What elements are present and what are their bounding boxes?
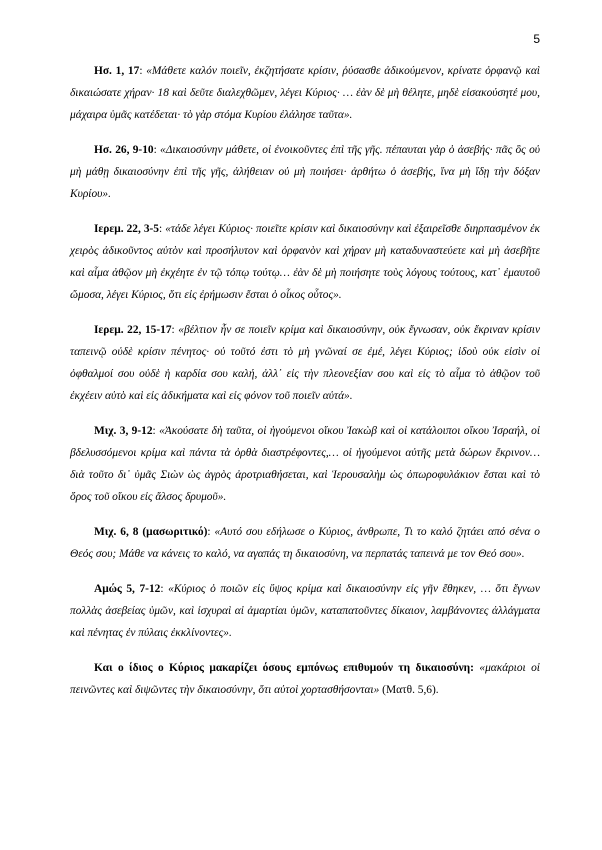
reference-separator: : (159, 223, 166, 235)
scripture-quote: «μακάριοι οἱ πεινῶντες καὶ διψῶντες τὴν δικαιοσύνην, ὅτι αὐτοὶ χορτασθήσονται» (70, 662, 540, 696)
scripture-quote: «Ἀκούσατε δὴ ταῦτα, οἱ ἡγούμενοι οἴκου Ἰακὼβ καὶ οἱ κατάλοιποι οἴκου Ἰσραήλ, οἱ βδελυσσόμενοι κρίμα καὶ πάντα τὰ ὀρθὰ διαστρέφοντες,… οἱ ἡγούμενοι αὐτῆς μετὰ δώρων ἔκρινον… διὰ τοῦτο δι᾿ ὑμᾶς Σιὼν ὡς ἀγρὸς ἀροτριαθήσεται, καὶ Ἱερουσαλὴμ ὡς ὀπωροφυλάκιον ἔσται καὶ τὸ ὄρος τοῦ οἴκου εἰς ἄλσος δρυμοῦ». (70, 425, 540, 503)
reference-separator: : (470, 662, 480, 674)
reference-separator: : (152, 425, 160, 437)
paragraph-micah-3-9-12 (70, 420, 540, 508)
scripture-reference: Μιχ. 6, 8 (μασωριτικό) (94, 526, 208, 538)
scripture-reference: Μιχ. 3, 9-12 (94, 425, 153, 437)
paragraph-isaiah-26-9-10 (70, 139, 540, 205)
scripture-reference: Ιερεμ. 22, 3-5 (94, 223, 160, 235)
scripture-reference: Ησ. 1, 17 (94, 65, 140, 77)
reference-separator: : (139, 65, 147, 77)
reference-separator: : (207, 526, 215, 538)
reference-separator: : (171, 324, 179, 336)
scripture-quote: «Κύριος ὁ ποιῶν εἰς ὕψος κρίμα καὶ δικαιοσύνην εἰς γῆν ἔθηκεν, … ὅτι ἔγνων πολλὰς ἀσεβείας ὑμῶν, καὶ ἰσχυραὶ αἱ ἁμαρτίαι ὑμῶν, καταπατοῦντες δίκαιον, λαμβάνοντες ἀλλάγματα καὶ πένητας ἐν πύλαις ἐκκλίνοντες». (70, 583, 540, 639)
paragraph-micah-6-8 (70, 521, 540, 565)
scripture-reference: Ησ. 26, 9-10 (94, 144, 154, 156)
scripture-quote: «βέλτιον ἦν σε ποιεῖν κρίμα καὶ δικαιοσύνην, οὐκ ἔγνωσαν, οὐκ ἔκριναν κρίσιν ταπεινῷ οὐδὲ κρίσιν πένητος· οὐ τοῦτό ἐστι τὸ μὴ γνῶναί σε ἐμέ, λέγει Κύριος; ἰδοὺ οὐκ εἰσὶν οἱ ὀφθαλμοί σου οὐδὲ ἡ καρδία σου καλή, ἀλλ᾿ εἰς τὴν πλεονεξίαν σου καὶ εἰς τὸ αἷμα τὸ ἀθῷον τοῦ ἐκχέειν αὐτὸ καὶ εἰς ἀδικήματα καὶ εἰς φόνον τοῦ ποιεῖν αὐτά». (70, 324, 541, 402)
page-content (70, 60, 540, 714)
scripture-quote: «Αυτό σου εδήλωσε ο Κύριος, άνθρωπε, Τι το καλό ζητάει από σένα ο Θεός σου; Μάθε να κάνεις το καλό, να αγαπάς τη δικαιοσύνη, να περπατάς ταπεινά με τον Θεό σου». (70, 526, 541, 560)
scripture-quote: «Δικαιοσύνην μάθετε, οἱ ἐνοικοῦντες ἐπὶ τῆς γῆς. πέπαυται γὰρ ὁ ἀσεβής· πᾶς ὃς οὐ μὴ μάθῃ δικαιοσύνην ἐπὶ τῆς γῆς, ἀλήθειαν οὐ μὴ ποιήσει· ἀρθήτω ὁ ἀσεβής, ἵνα μὴ ἴδῃ τὴν δόξαν Κυρίου». (70, 144, 540, 200)
scripture-quote: «Μάθετε καλόν ποιεῖν, ἐκζητήσατε κρίσιν, ῥύσασθε ἀδικούμενον, κρίνατε ὀρφανῷ καὶ δικαιώσατε χήραν· 18 καὶ δεῦτε διαλεχθῶμεν, λέγει Κύριος· … ἐὰν δὲ μὴ θέλητε, μηδὲ εἰσακούσητέ μου, μάχαιρα ὑμᾶς κατέδεται· τὸ γὰρ στόμα Κυρίου ἐλάλησε ταῦτα». (70, 65, 540, 121)
reference-separator: : (153, 144, 161, 156)
paragraph-beatitude-conclusion (70, 657, 540, 701)
page-number: 5 (533, 32, 540, 46)
paragraph-jeremiah-22-15-17 (70, 319, 540, 407)
paragraph-amos-5-7-12 (70, 578, 540, 644)
citation-matthew-5-6: (Ματθ. 5,6). (379, 684, 439, 696)
scripture-reference: Αμώς 5, 7-12 (94, 583, 161, 595)
reference-separator: : (160, 583, 169, 595)
scripture-quote: «τάδε λέγει Κύριος· ποιεῖτε κρίσιν καὶ δικαιοσύνην καὶ ἐξαιρεῖσθε διηρπασμένον ἐκ χειρὸς ἀδικοῦντος αὐτὸν καὶ προσήλυτον καὶ ὀρφανὸν καὶ χήραν μὴ καταδυναστεύετε καὶ μὴ ἀσεβῆτε καὶ αἷμα ἀθῷον μὴ ἐκχέητε ἐν τῷ τόπῳ τούτῳ… ἐὰν δὲ μὴ ποιήσητε τοὺς λόγους τούτους, κατ᾿ ἐμαυτοῦ ὤμοσα, λέγει Κύριος, ὅτι εἰς ἐρήμωσιν ἔσται ὁ οἶκος οὗτος». (70, 223, 541, 301)
paragraph-jeremiah-22-3-5 (70, 218, 540, 306)
concluding-statement: Και ο ίδιος ο Κύριος μακαρίζει όσους εμπόνως επιθυμούν τη δικαιοσύνη (94, 662, 471, 674)
scripture-reference: Ιερεμ. 22, 15-17 (94, 324, 172, 336)
paragraph-isaiah-1-17 (70, 60, 540, 126)
